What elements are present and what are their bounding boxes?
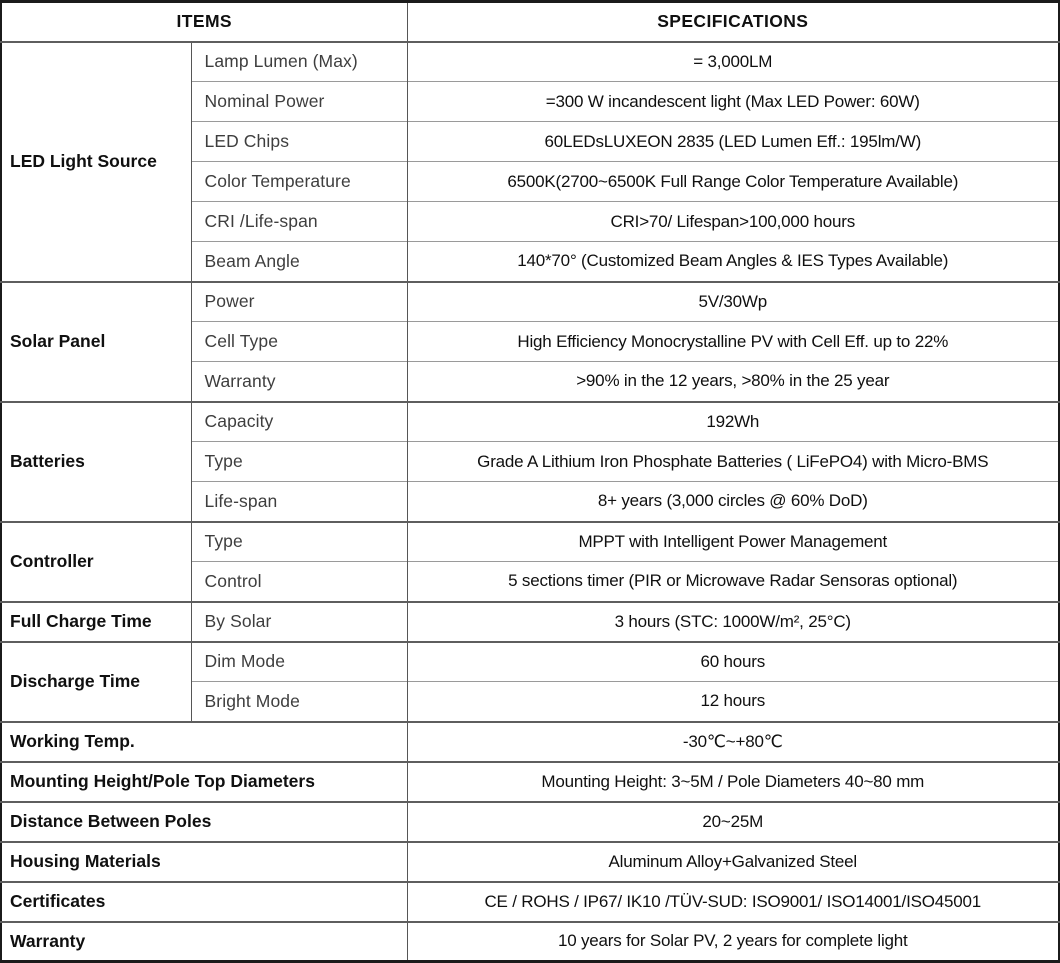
row-value: 6500K(2700~6500K Full Range Color Temperature Available) (407, 162, 1059, 202)
row-label: Color Temperature (191, 162, 407, 202)
row-label: Control (191, 562, 407, 602)
row-value: MPPT with Intelligent Power Management (407, 522, 1059, 562)
group-label-discharge-time: Discharge Time (1, 642, 191, 722)
row-value: 10 years for Solar PV, 2 years for complete light (407, 922, 1059, 962)
header-row (1, 2, 1059, 42)
row-label-mounting-height: Mounting Height/Pole Top Diameters (1, 762, 407, 802)
group-label-controller: Controller (1, 522, 191, 602)
row-value: 8+ years (3,000 circles @ 60% DoD) (407, 482, 1059, 522)
row-value: High Efficiency Monocrystalline PV with Cell Eff. up to 22% (407, 322, 1059, 362)
table-row (1, 722, 1059, 762)
row-label: Type (191, 522, 407, 562)
table-row (1, 642, 1059, 682)
row-value: Aluminum Alloy+Galvanized Steel (407, 842, 1059, 882)
row-label: Warranty (191, 362, 407, 402)
table-row (1, 42, 1059, 82)
row-value: 192Wh (407, 402, 1059, 442)
row-value: 5V/30Wp (407, 282, 1059, 322)
row-label: Dim Mode (191, 642, 407, 682)
table-row (1, 402, 1059, 442)
table-row (1, 882, 1059, 922)
row-label: LED Chips (191, 122, 407, 162)
row-label: Power (191, 282, 407, 322)
table-row (1, 282, 1059, 322)
row-label: Beam Angle (191, 242, 407, 282)
row-value: CRI>70/ Lifespan>100,000 hours (407, 202, 1059, 242)
row-label-housing-materials: Housing Materials (1, 842, 407, 882)
table-row (1, 602, 1059, 642)
row-label: By Solar (191, 602, 407, 642)
row-value: 140*70° (Customized Beam Angles & IES Types Available) (407, 242, 1059, 282)
row-value: 20~25M (407, 802, 1059, 842)
row-label: Nominal Power (191, 82, 407, 122)
row-value: -30℃~+80℃ (407, 722, 1059, 762)
row-label-warranty: Warranty (1, 922, 407, 962)
row-label-distance-between-poles: Distance Between Poles (1, 802, 407, 842)
row-label: Bright Mode (191, 682, 407, 722)
group-label-led-light-source: LED Light Source (1, 42, 191, 282)
row-label-certificates: Certificates (1, 882, 407, 922)
group-label-full-charge-time: Full Charge Time (1, 602, 191, 642)
row-value: 60 hours (407, 642, 1059, 682)
row-value: 3 hours (STC: 1000W/m², 25°C) (407, 602, 1059, 642)
row-label: Lamp Lumen (Max) (191, 42, 407, 82)
row-value: = 3,000LM (407, 42, 1059, 82)
table-row (1, 522, 1059, 562)
row-value: =300 W incandescent light (Max LED Power: 60W) (407, 82, 1059, 122)
items-header: ITEMS (1, 2, 407, 42)
row-label: Capacity (191, 402, 407, 442)
row-label-working-temp: Working Temp. (1, 722, 407, 762)
row-value: >90% in the 12 years, >80% in the 25 year (407, 362, 1059, 402)
row-value: 60LEDsLUXEON 2835 (LED Lumen Eff.: 195lm/W) (407, 122, 1059, 162)
row-value: 5 sections timer (PIR or Microwave Radar Sensoras optional) (407, 562, 1059, 602)
specifications-header: SPECIFICATIONS (657, 11, 809, 32)
group-label-solar-panel: Solar Panel (1, 282, 191, 402)
table-row (1, 762, 1059, 802)
row-value: Mounting Height: 3~5M / Pole Diameters 40~80 mm (407, 762, 1059, 802)
table-row (1, 922, 1059, 962)
row-label: Cell Type (191, 322, 407, 362)
table-row (1, 802, 1059, 842)
row-value: CE / ROHS / IP67/ IK10 /TÜV-SUD: ISO9001/ ISO14001/ISO45001 (407, 882, 1059, 922)
row-label: Type (191, 442, 407, 482)
row-label: Life-span (191, 482, 407, 522)
group-label-batteries: Batteries (1, 402, 191, 522)
row-value: Grade A Lithium Iron Phosphate Batteries ( LiFePO4) with Micro-BMS (407, 442, 1059, 482)
row-label: CRI /Life-span (191, 202, 407, 242)
table-row (1, 842, 1059, 882)
row-value: 12 hours (407, 682, 1059, 722)
